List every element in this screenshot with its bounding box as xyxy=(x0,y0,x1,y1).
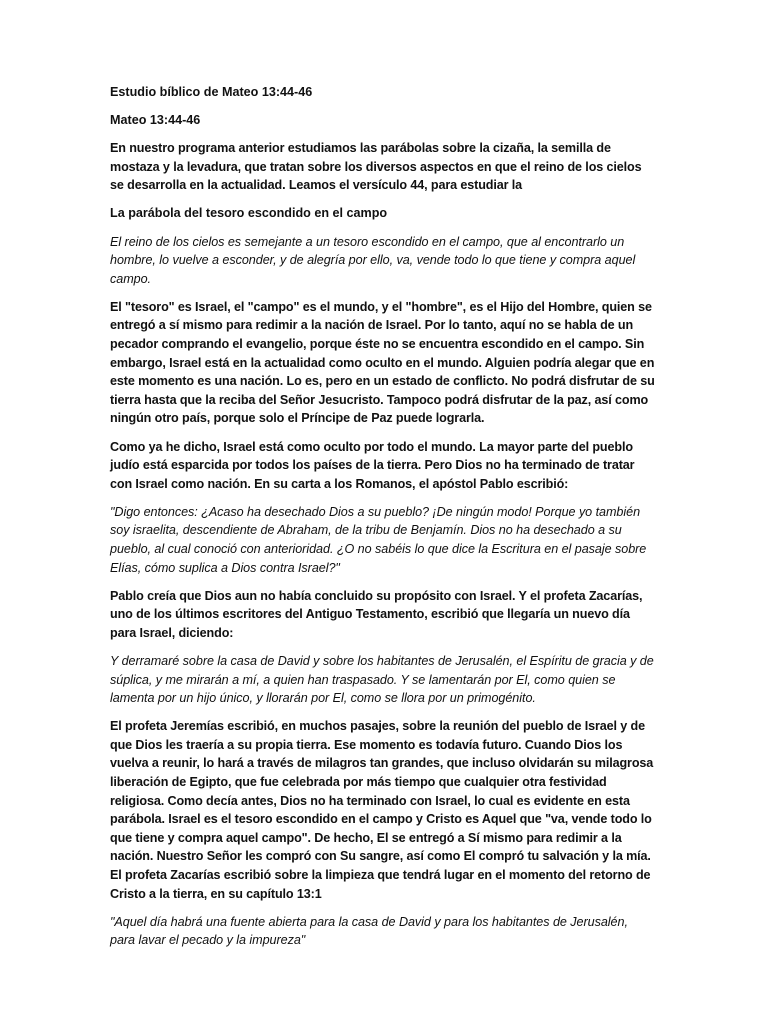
zechariah-13-quote: "Aquel día habrá una fuente abierta para la casa de David y para los habitantes de Jerusalén, para lavar el pecado y la impureza" xyxy=(110,914,628,948)
scripture-reference: Mateo 13:44-46 xyxy=(110,113,201,128)
romans-quote: "Digo entonces: ¿Acaso ha desechado Dios a su pueblo? ¡De ningún modo! Porque yo también soy israelita, descendiente de Abraham, de la tribu de Benjamín. Dios no ha desechado a su pueblo, al cual conoció con anterioridad. ¿O no sabéis lo que dice la Escritura en el pasaje sobre Elías, cómo suplica a Dios contra Israel?" xyxy=(110,504,647,575)
body-paragraph-2: Como ya he dicho, Israel está como oculto por todo el mundo. La mayor parte del pueblo judío está esparcida por todos los países de la tierra. Pero Dios no ha terminado de tratar con Israel como nación. En su carta a los Romanos, el apóstol Pablo escribió: xyxy=(110,439,635,491)
verse-quote: El reino de los cielos es semejante a un tesoro escondido en el campo, que al encontrarlo un hombre, lo vuelve a esconder, y de alegría por ello, va, vende todo lo que tiene y compra aquel campo. xyxy=(110,234,636,286)
body-paragraph-1: El "tesoro" es Israel, el "campo" es el mundo, y el "hombre", es el Hijo del Hombre, quien se entregó a sí mismo para redimir a la nación de Israel. Por lo tanto, aquí no se habla de un pecador comprando el evangelio, porque éste no se encuentra escondido en el campo. Sin embargo, Israel está en la actualidad como oculto en el mundo. Alguien podría alegar que en este momento es una nación. Lo es, pero en un estado de conflicto. No podrá disfrutar de su tierra hasta que la reciba del Señor Jesucristo. Tampoco podrá disfrutar de la paz, así como ningún otro país, porque solo el Príncipe de Paz puede lograrla. xyxy=(110,299,655,426)
zechariah-quote: Y derramaré sobre la casa de David y sobre los habitantes de Jerusalén, el Espíritu de gracia y de súplica, y me mirarán a mí, a quien han traspasado. Y se lamentarán por El, como quien se lamenta por un hijo único, y llorarán por El, como se llora por un primogénito. xyxy=(110,653,654,706)
intro-paragraph: En nuestro programa anterior estudiamos las parábolas sobre la cizaña, la semilla de mostaza y la levadura, que tratan sobre los diversos aspectos en que el reino de los cielos se desarrolla en la actualidad. Leamos el versículo 44, para estudiar la xyxy=(110,141,642,193)
section-heading: La parábola del tesoro escondido en el campo xyxy=(110,206,388,221)
document-page xyxy=(110,83,655,959)
body-paragraph-3: Pablo creía que Dios aun no había concluido su propósito con Israel. Y el profeta Zacarías, uno de los últimos escritores del Antiguo Testamento, escribió que llegaría un nuevo día para Israel, diciendo: xyxy=(110,588,643,640)
document-title: Estudio bíblico de Mateo 13:44-46 xyxy=(110,85,313,99)
body-paragraph-4: El profeta Jeremías escribió, en muchos pasajes, sobre la reunión del pueblo de Israel y de que Dios les traería a su propia tierra. Ese momento es todavía futuro. Cuando Dios los vuelva a reunir, lo hará a través de milagros tan grandes, que incluso olvidarán su milagrosa liberación de Egipto, que fue celebrada por más tiempo que cualquier otra festividad religiosa. Como decía antes, Dios no ha terminado con Israel, lo cual es evidente en esta parábola. Israel es el tesoro escondido en el campo y Cristo es Aquel que "va, vende todo lo que tiene y compra aquel campo". De hecho, El se entregó a Sí mismo para redimir a la nación. Nuestro Señor les compró con Su sangre, así como El compró tu salvación y la mía. El profeta Zacarías escribió sobre la limpieza que tendrá lugar en el momento del retorno de Cristo a la tierra, en su capítulo 13:1 xyxy=(110,719,654,901)
